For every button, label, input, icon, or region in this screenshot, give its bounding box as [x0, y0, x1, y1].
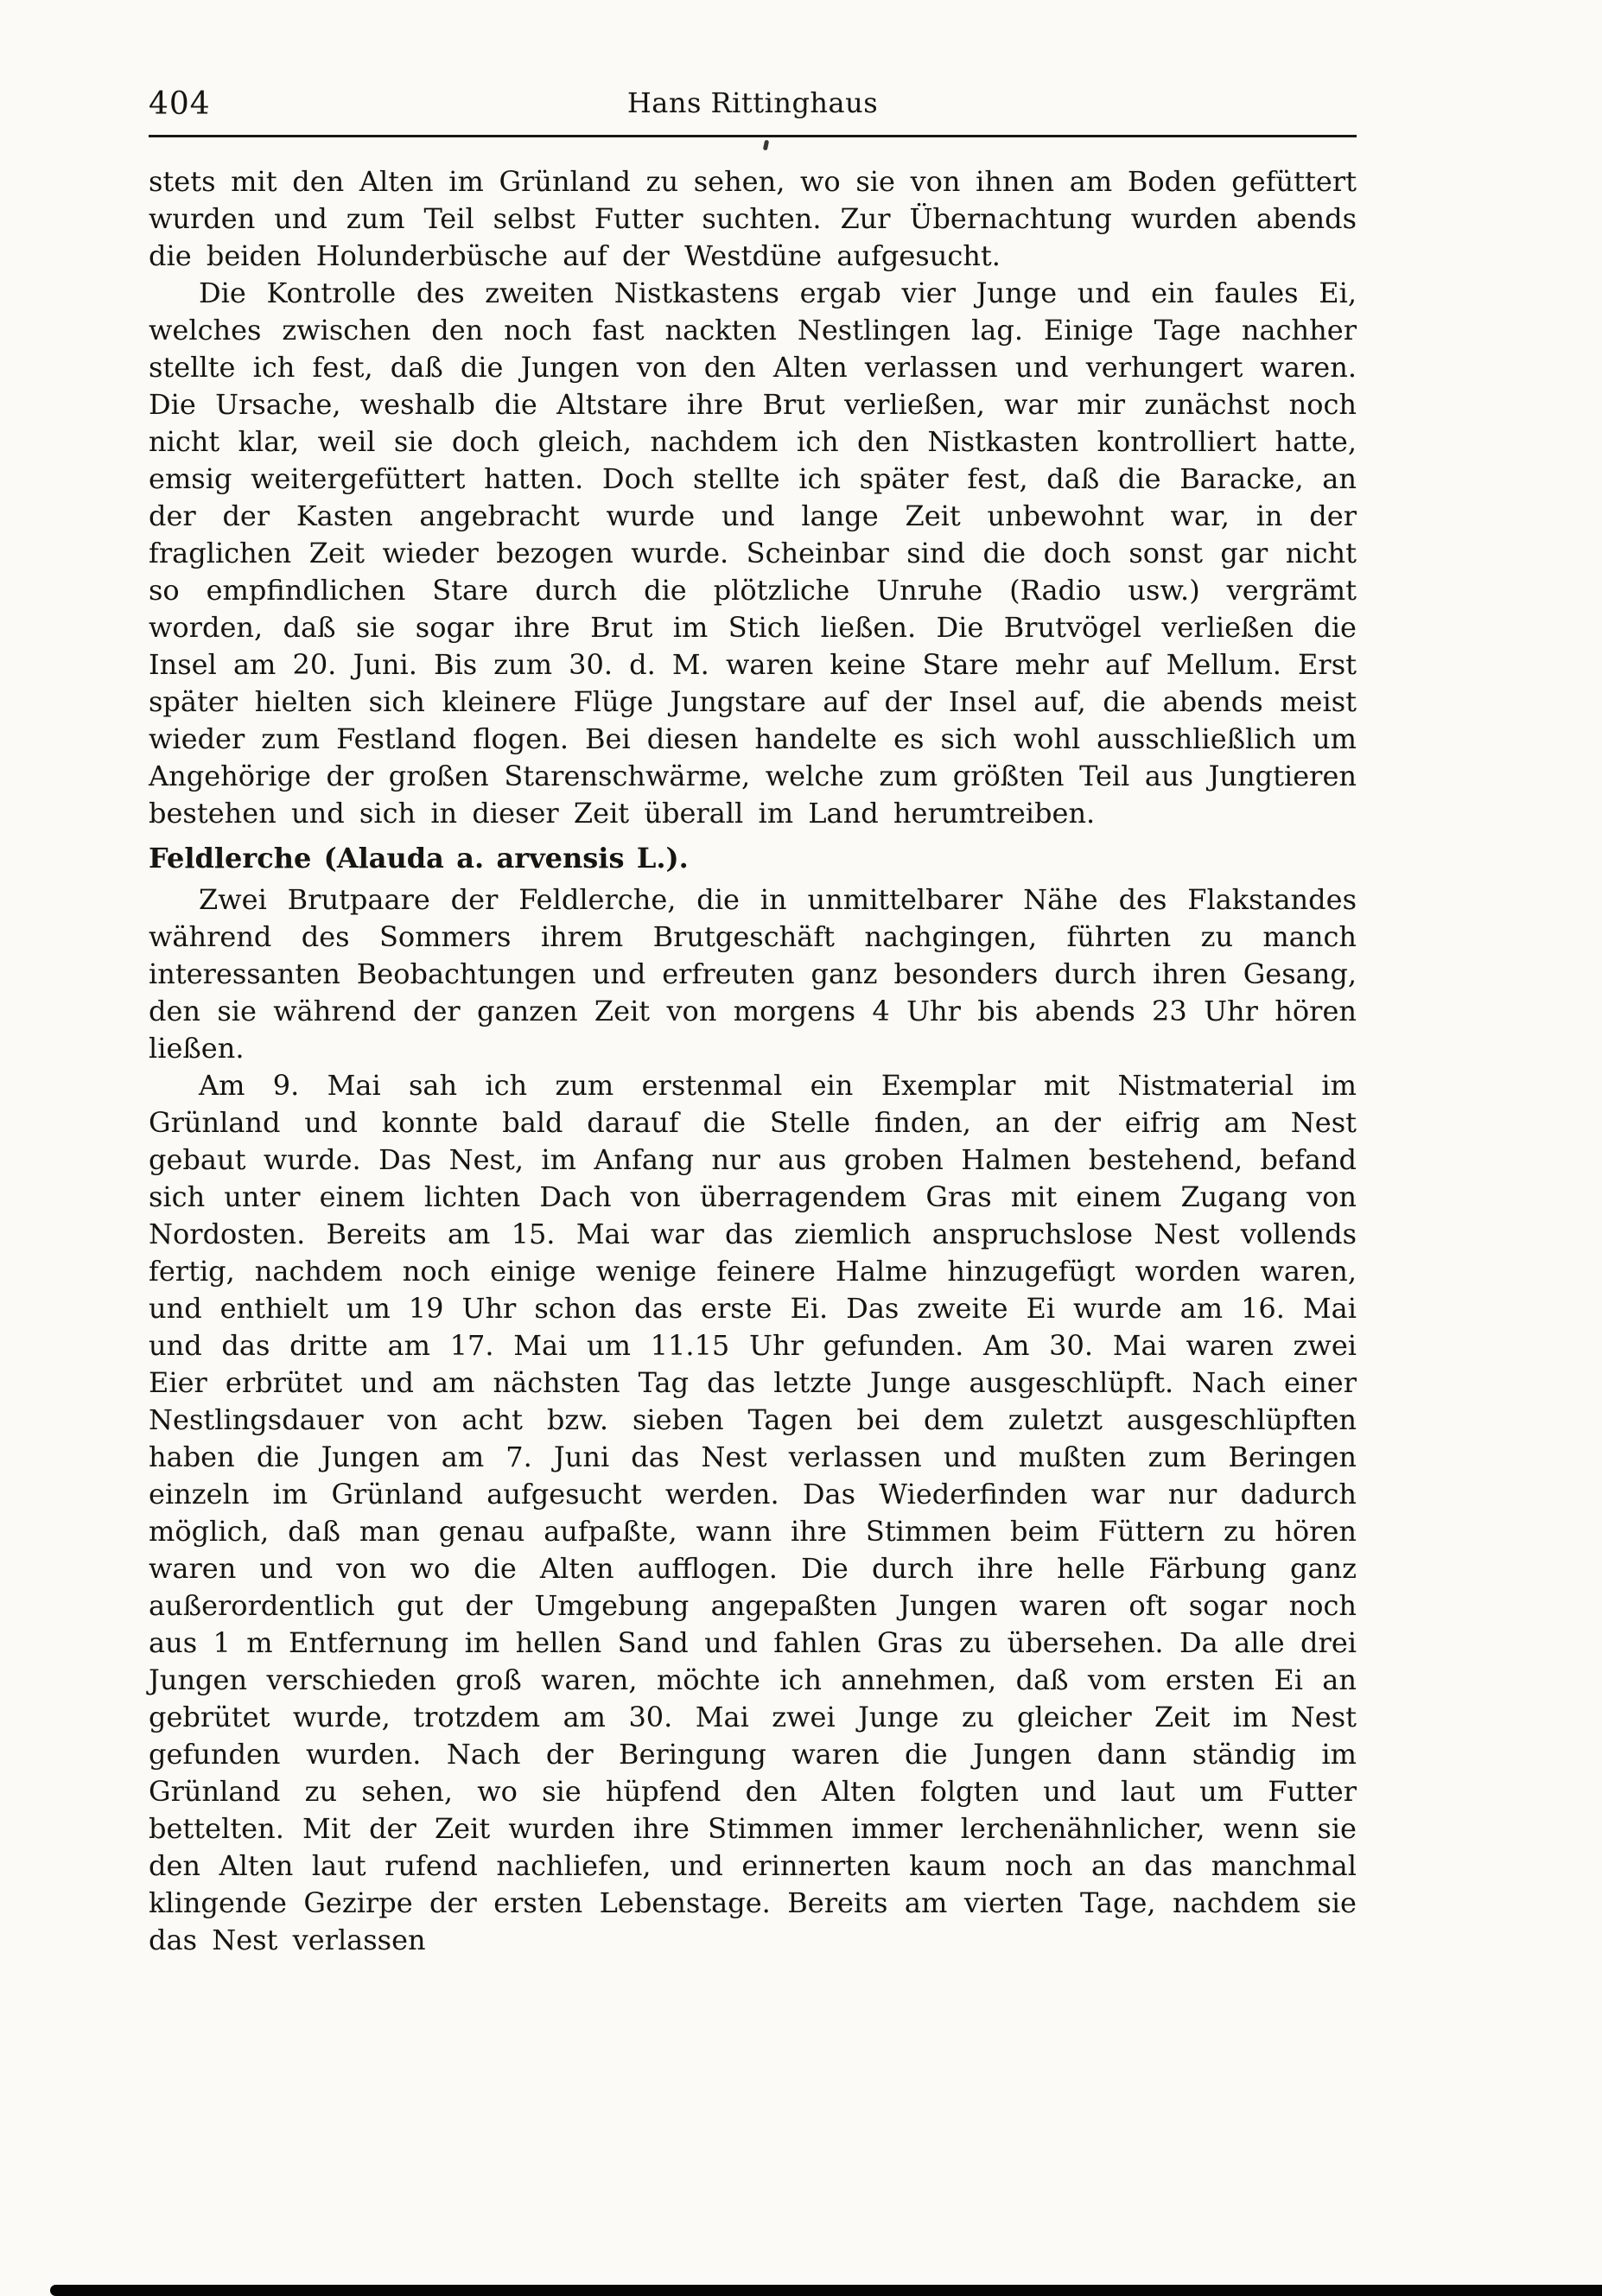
- paragraph: Die Kontrolle des zweiten Nistkastens ergab vier Junge und ein faules Ei, welches zwischen den noch fast nackten Nestlingen lag. Einige Tage nachher stellte ich fest, daß die Jungen von den Alten verlassen und verhungert waren. Die Ursache, weshalb die Altstare ihre Brut verließen, war mir zunächst noch nicht klar, weil sie doch gleich, nachdem ich den Nistkasten kontrolliert hatte, emsig weitergefüttert hatten. Doch stellte ich später fest, daß die Baracke, an der der Kasten angebracht wurde und lange Zeit unbewohnt war, in der fraglichen Zeit wieder bezogen wurde. Scheinbar sind die doch sonst gar nicht so empfindlichen Stare durch die plötzliche Unruhe (Radio usw.) vergrämt worden, daß sie sogar ihre Brut im Stich ließen. Die Brutvögel verließen die Insel am 20. Juni. Bis zum 30. d. M. waren keine Stare mehr auf Mellum. Erst später hielten sich kleinere Flüge Jungstare auf der Insel auf, die abends meist wieder zum Festland flogen. Bei diesen handelte es sich wohl ausschließlich um Angehörige der großen Starenschwärme, welche zum größten Teil aus Jungtieren bestehen und sich in dieser Zeit überall im Land herumtreiben.: [149, 277, 1357, 830]
- running-head: Hans Rittinghaus: [626, 86, 879, 119]
- scan-speck: [763, 140, 769, 151]
- scan-artifact-bar: [50, 2285, 1602, 2296]
- section-heading-feldlerche: Feldlerche (Alauda a. arvensis L.).: [149, 842, 689, 875]
- page-number: 404: [149, 86, 211, 122]
- page-content: [149, 86, 1357, 1959]
- paragraph: Am 9. Mai sah ich zum erstenmal ein Exemplar mit Nistmaterial im Grünland und konnte bald darauf die Stelle finden, an der eifrig am Nest gebaut wurde. Das Nest, im Anfang nur aus groben Halmen bestehend, befand sich unter einem lichten Dach von überragendem Gras mit einem Zugang von Nordosten. Bereits am 15. Mai war das ziemlich anspruchslose Nest vollends fertig, nachdem noch einige wenige feinere Halme hinzugefügt worden waren, und enthielt um 19 Uhr schon das erste Ei. Das zweite Ei wurde am 16. Mai und das dritte am 17. Mai um 11.15 Uhr gefunden. Am 30. Mai waren zwei Eier erbrütet und am nächsten Tag das letzte Junge ausgeschlüpft. Nach einer Nestlingsdauer von acht bzw. sieben Tagen bei dem zuletzt ausgeschlüpften haben die Jungen am 7. Juni das Nest verlassen und mußten zum Beringen einzeln im Grünland aufgesucht werden. Das Wiederfinden war nur dadurch möglich, daß man genau aufpaßte, wann ihre Stimmen beim Füttern zu hören waren und von wo die Alten aufflogen. Die durch ihre helle Färbung ganz außerordentlich gut der Umgebung angepaßten Jungen waren oft sogar noch aus 1 m Entfernung im hellen Sand und fahlen Gras zu übersehen. Da alle drei Jungen verschieden groß waren, möchte ich annehmen, daß vom ersten Ei an gebrütet wurde, trotzdem am 30. Mai zwei Junge zu gleicher Zeit im Nest gefunden wurden. Nach der Beringung waren die Jungen dann ständig im Grünland zu sehen, wo sie hüpfend den Alten folgten und laut um Futter bettelten. Mit der Zeit wurden ihre Stimmen immer lerchenähnlicher, wenn sie den Alten laut rufend nachliefen, und erinnerten kaum noch an das manchmal klingende Gezirpe der ersten Lebenstage. Bereits am vierten Tage, nachdem sie das Nest verlassen: [149, 1069, 1357, 1956]
- page-header: [149, 86, 1357, 126]
- paragraph-continuation: stets mit den Alten im Grünland zu sehen, wo sie von ihnen am Boden gefüttert wurden und zum Teil selbst Futter suchten. Zur Übernachtung wurden abends die beiden Holunderbüsche auf der Westdüne aufgesucht.: [149, 165, 1357, 272]
- header-rule: [149, 135, 1357, 137]
- paragraph: Zwei Brutpaare der Feldlerche, die in unmittelbarer Nähe des Flakstandes während des Sommers ihrem Brutgeschäft nachgingen, führten zu manch interessanten Beobachtungen und erfreuten ganz besonders durch ihren Gesang, den sie während der ganzen Zeit von morgens 4 Uhr bis abends 23 Uhr hören ließen.: [149, 883, 1357, 1065]
- article-body: [149, 163, 1357, 1959]
